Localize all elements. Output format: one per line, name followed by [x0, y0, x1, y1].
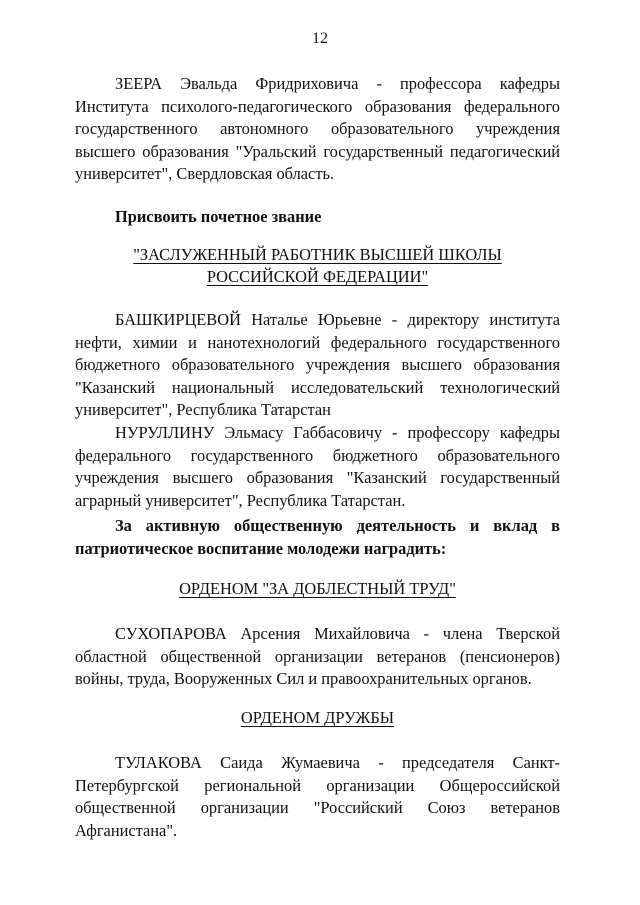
title-order-valiant-labour: ОРДЕНОМ "ЗА ДОБЛЕСТНЫЙ ТРУД" [179, 579, 456, 598]
award-paragraph-tulakov: ТУЛАКОВА Саида Жумаевича - председателя Санкт-Петербургской региональной организации Общероссийской общественной организации "Российский Союз ветеранов Афганистана". [75, 753, 560, 840]
page-number: 12 [312, 30, 328, 47]
award-paragraph-bashkirtseva: БАШКИРЦЕВОЙ Наталье Юрьевне - директору института нефти, химии и нанотехнологий федерального государственного бюджетного образовательного учреждения высшего образования "Казанский национальный исследовательский технологический университет", Республика Татарстан [75, 310, 560, 420]
section-heading-honorary-title: Присвоить почетное звание [115, 207, 322, 226]
title-honored-worker-line2: РОССИЙСКОЙ ФЕДЕРАЦИИ" [206, 267, 429, 286]
award-paragraph-nurullin: НУРУЛЛИНУ Эльмасу Габбасовичу - профессору кафедры федерального государственного бюджетного образовательного учреждения высшего образования "Казанский государственный аграрный университет", Республика Татарстан. [75, 423, 560, 510]
award-paragraph-sukhoparov: СУХОПАРОВА Арсения Михайловича - члена Тверской областной общественной организации ветеранов (пенсионеров) войны, труда, Вооруженных Сил и правоохранительных органов. [75, 624, 560, 689]
award-paragraph-zeera: ЗЕЕРА Эвальда Фридриховича - профессора кафедры Института психолого-педагогического образования федерального государственного автономного образовательного учреждения высшего образования "Уральский государственный педагогический университет", Свердловская область. [75, 74, 560, 184]
title-order-friendship: ОРДЕНОМ ДРУЖБЫ [240, 708, 395, 727]
section-heading-patriotic: За активную общественную деятельность и вклад в патриотическое воспитание молодежи наградить: [75, 516, 560, 558]
title-honored-worker-line1: "ЗАСЛУЖЕННЫЙ РАБОТНИК ВЫСШЕЙ ШКОЛЫ [133, 245, 502, 264]
